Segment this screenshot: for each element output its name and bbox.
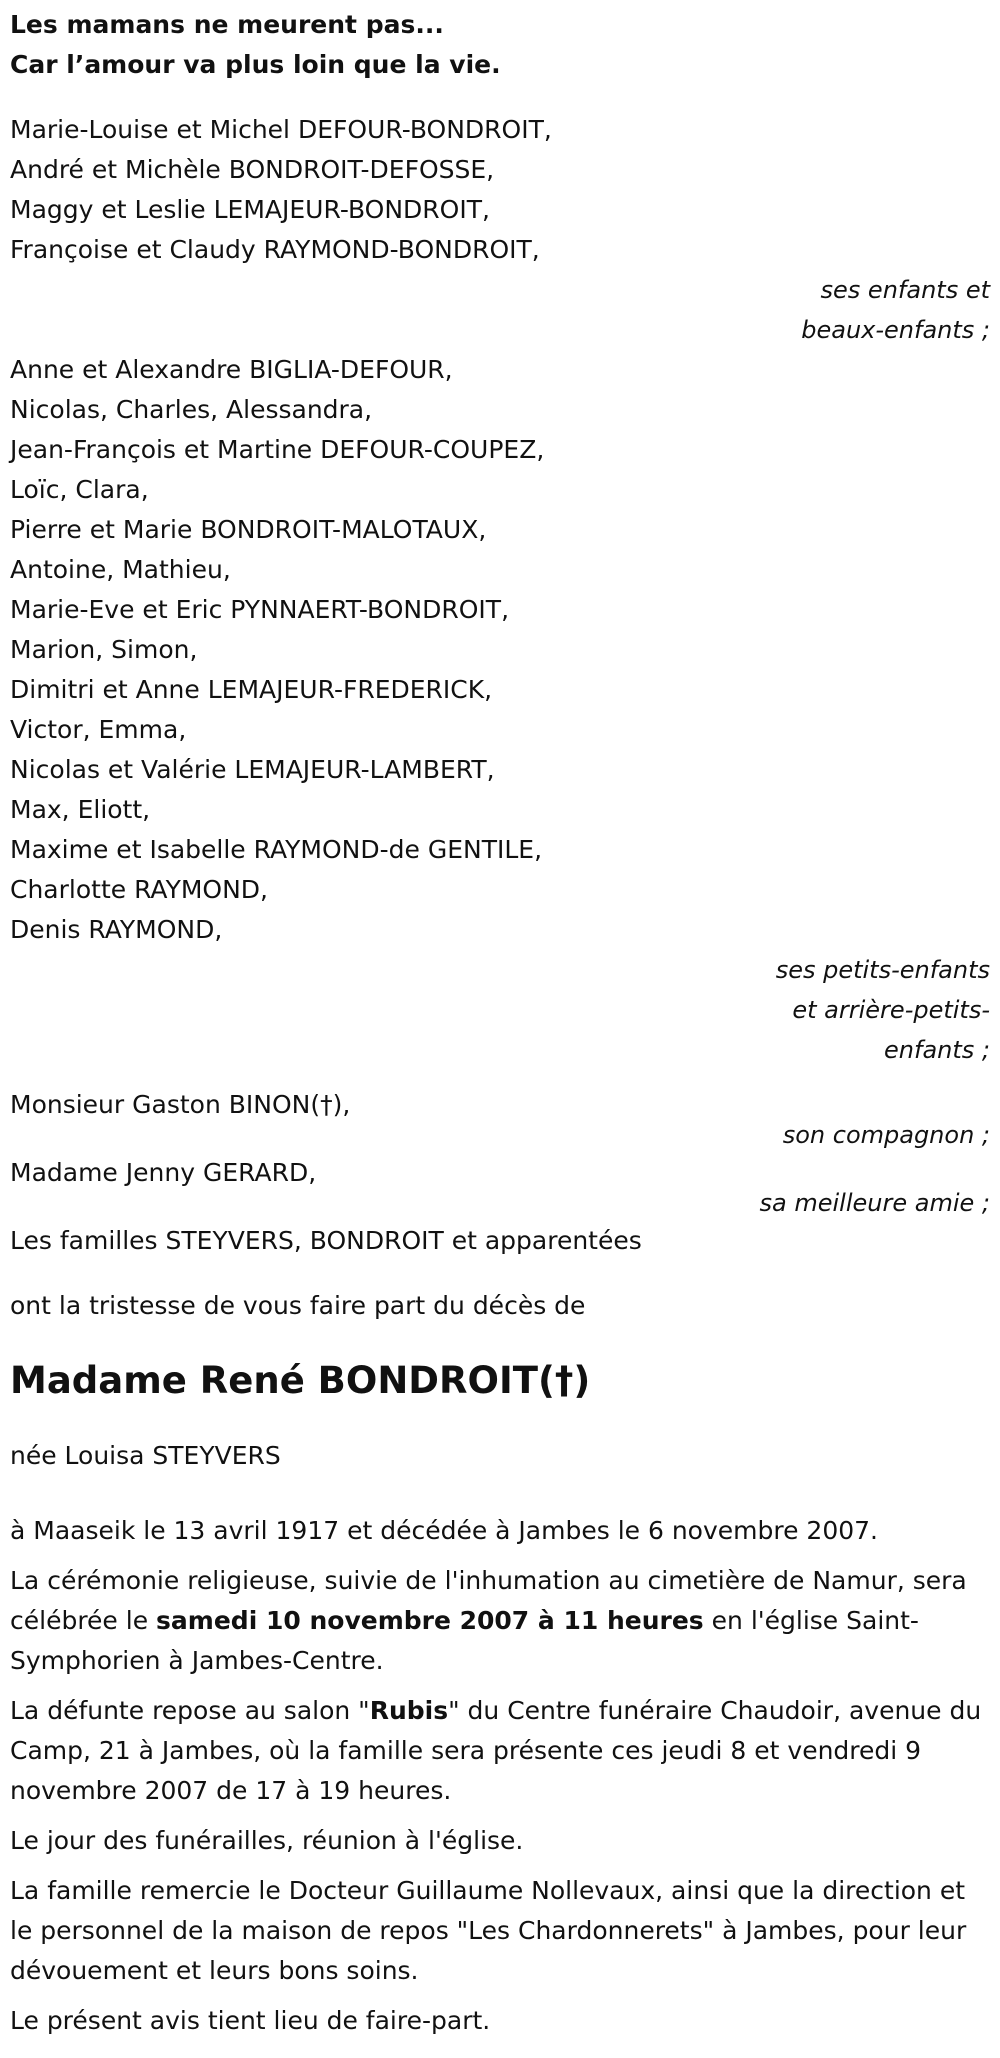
children-role-line-2: beaux-enfants ; <box>801 316 990 344</box>
motto-line-2: Car l’amour va plus loin que la vie. <box>10 50 501 79</box>
list-item: Denis RAYMOND, <box>10 915 223 944</box>
list-item: Marion, Simon, <box>10 635 198 664</box>
notice-line: Le présent avis tient lieu de faire-part. <box>10 2006 491 2035</box>
ceremony-text-2: en l'église Saint-Symphorien à Jambes-Centre. <box>10 1606 919 1675</box>
ceremony-paragraph <box>10 1561 990 1681</box>
funeral-day-line: Le jour des funérailles, réunion à l'église. <box>10 1826 524 1855</box>
list-item: Anne et Alexandre BIGLIA-DEFOUR, <box>10 355 453 384</box>
salon-name: Rubis <box>369 1696 449 1725</box>
list-item: Loïc, Clara, <box>10 475 149 504</box>
list-item: Françoise et Claudy RAYMOND-BONDROIT, <box>10 235 540 264</box>
list-item: Maggy et Leslie LEMAJEUR-BONDROIT, <box>10 195 490 224</box>
companion-role: son compagnon ; <box>782 1121 990 1149</box>
list-item: Marie-Louise et Michel DEFOUR-BONDROIT, <box>10 115 552 144</box>
list-item: André et Michèle BONDROIT-DEFOSSE, <box>10 155 495 184</box>
list-item: Antoine, Mathieu, <box>10 555 231 584</box>
list-item: Nicolas et Valérie LEMAJEUR-LAMBERT, <box>10 755 495 784</box>
companion-name: Monsieur Gaston BINON(†), <box>10 1090 351 1119</box>
list-item: Pierre et Marie BONDROIT-MALOTAUX, <box>10 515 487 544</box>
grandchildren-role-line-2: et arrière-petits- <box>792 996 990 1024</box>
list-item: Nicolas, Charles, Alessandra, <box>10 395 373 424</box>
obituary-content <box>10 0 990 2051</box>
motto-line-1: Les mamans ne meurent pas... <box>10 10 444 39</box>
repose-text-1: La défunte repose au salon " <box>10 1696 370 1725</box>
list-item: Maxime et Isabelle RAYMOND-de GENTILE, <box>10 835 543 864</box>
birth-name: née Louisa STEYVERS <box>10 1441 281 1470</box>
list-item: Jean-François et Martine DEFOUR-COUPEZ, <box>10 435 545 464</box>
repose-text-2: " du Centre funéraire Chaudoir, avenue du Camp, 21 à Jambes, où la famille sera présente ces jeudi 8 et vendredi 9 novembre 2007 de 17 à 19 heures. <box>10 1696 982 1805</box>
list-item: Victor, Emma, <box>10 715 187 744</box>
list-item: Dimitri et Anne LEMAJEUR-FREDERICK, <box>10 675 493 704</box>
grandchildren-role-line-3: enfants ; <box>884 1036 990 1064</box>
ceremony-text-1: La cérémonie religieuse, suivie de l'inhumation au cimetière de Namur, sera célébrée le <box>10 1566 967 1635</box>
list-item: Marie-Eve et Eric PYNNAERT-BONDROIT, <box>10 595 510 624</box>
list-item: Max, Eliott, <box>10 795 151 824</box>
children-list <box>10 110 990 270</box>
announcement: ont la tristesse de vous faire part du décès de <box>10 1291 586 1320</box>
grandchildren-list <box>10 350 990 950</box>
families-line: Les familles STEYVERS, BONDROIT et apparentées <box>10 1226 642 1255</box>
repose-paragraph <box>10 1691 990 1811</box>
children-role-line-1: ses enfants et <box>820 276 990 304</box>
deceased-name: Madame René BONDROIT(†) <box>10 1359 591 1402</box>
dates-line: à Maaseik le 13 avril 1917 et décédée à Jambes le 6 novembre 2007. <box>10 1516 878 1545</box>
friend-role: sa meilleure amie ; <box>759 1189 990 1217</box>
friend-name: Madame Jenny GERARD, <box>10 1158 317 1187</box>
grandchildren-role-line-1: ses petits-enfants <box>775 956 990 984</box>
ceremony-date: samedi 10 novembre 2007 à 11 heures <box>156 1606 704 1635</box>
thanks-paragraph: La famille remercie le Docteur Guillaume Nollevaux, ainsi que la direction et le personnel de la maison de repos "Les Chardonnerets" à Jambes, pour leur dévouement et leurs bons soins. <box>10 1876 967 1985</box>
list-item: Charlotte RAYMOND, <box>10 875 269 904</box>
